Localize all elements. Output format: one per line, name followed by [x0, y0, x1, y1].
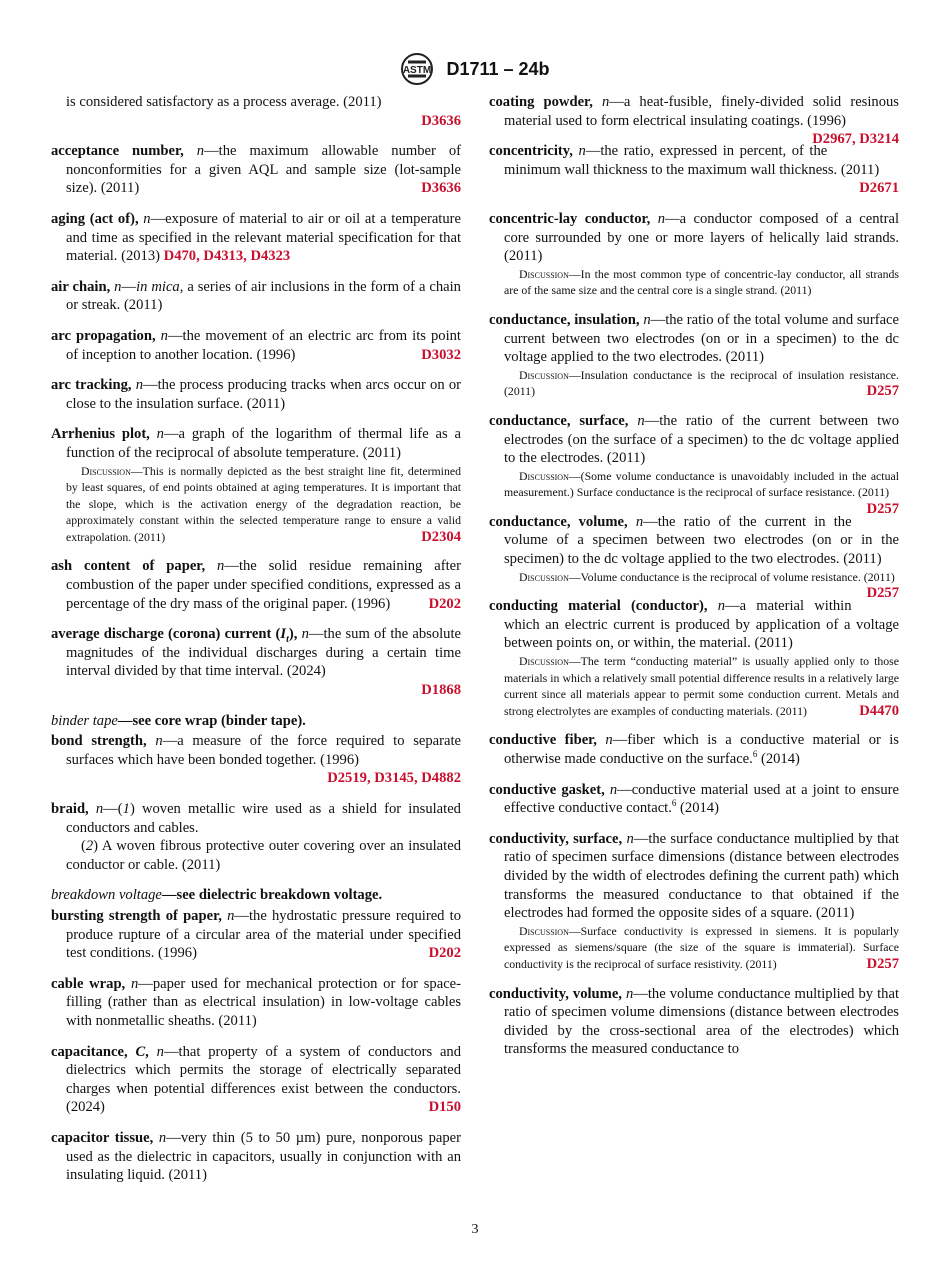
standard-reference-link[interactable]: D1868	[421, 682, 461, 699]
standard-reference-link[interactable]: D2671	[859, 180, 899, 197]
term: binder tape	[51, 712, 118, 729]
definition-text: ) woven metallic wire used as a shield for insulated conductors and cables.	[66, 801, 461, 836]
discussion-note	[489, 923, 899, 973]
part-of-speech: n	[158, 1129, 167, 1146]
definition-text: —that property of a system of conductors and dielectrics which permits the storage of electrically separated charges when potential differences exist between the conductors. (2024)	[66, 1043, 462, 1116]
part-of-speech: n	[156, 1043, 164, 1060]
definition-text: is considered satisfactory as a process average. (2011)	[66, 94, 382, 110]
standard-reference-link[interactable]: D3032	[421, 346, 461, 363]
definition-text: —the hydrostatic pressure required to produce rupture of a circular area of the material under specified test conditions. (1996)	[66, 907, 462, 962]
definition-text: —a graph of the logarithm of thermal life as a function of the reciprocal of absolute temperature. (2011)	[66, 426, 461, 461]
part-of-speech: n	[717, 598, 726, 615]
standard-reference-link[interactable]: D257	[866, 585, 899, 602]
part-of-speech: n	[301, 626, 309, 643]
discussion-label: Discussion	[519, 923, 569, 938]
term-part: ,	[145, 1043, 149, 1060]
part-of-speech: n	[626, 830, 634, 847]
discussion-note	[489, 468, 899, 517]
part-of-speech: n	[578, 143, 586, 160]
definition-text: —the sum of the absolute magnitudes of the individual discharges during a certain time interval divided by that time interval. (2024)	[66, 626, 461, 680]
page-number: 3	[471, 1222, 479, 1237]
standard-reference-link[interactable]: D4313	[203, 248, 244, 265]
discussion-text: —Surface conductivity is expressed in siemens. It is popularly expressed as siemens/square (the size of the square is immaterial). Surface conductivity is the reciprocal of surface resistivity. (2011)	[504, 923, 899, 971]
term: conductance, insulation,	[489, 311, 640, 328]
part-of-speech: n	[196, 143, 205, 160]
see-label: —see	[117, 712, 152, 729]
term-symbol: C	[135, 1043, 146, 1060]
part-of-speech: n	[143, 210, 151, 227]
definition-entry	[51, 1043, 461, 1117]
term-part: ),	[288, 626, 298, 643]
part-of-speech: n	[217, 558, 225, 575]
definition-entry	[51, 1129, 461, 1185]
field-label: in mica	[136, 278, 180, 295]
standard-reference-link[interactable]: D202	[428, 945, 461, 962]
term: conductive gasket,	[489, 781, 605, 798]
standard-reference-link[interactable]: D2967	[812, 131, 852, 148]
discussion-label: Discussion	[81, 463, 131, 478]
term: arc propagation,	[51, 327, 156, 344]
definition-text: —the ratio, expressed in percent, of the minimum wall thickness to the maximum wall thickness. (2011)	[504, 143, 880, 178]
svg-text:ASTM: ASTM	[403, 65, 432, 76]
definition-entry	[51, 557, 461, 613]
part-of-speech: n	[601, 94, 610, 110]
standard-reference-link[interactable]: D3214	[859, 131, 899, 148]
definition-text: —the surface conductance multiplied by that ratio of specimen surface dimensions (distance between electrodes divided by the width of electrodes defining the current path) which transforms the measured conductance to that obtained if the electrodes had formed the opposite sides of a square. (2011)	[504, 830, 899, 922]
see-target[interactable]: core wrap (binder tape).	[154, 712, 306, 729]
definition-text: —the maximum allowable number of nonconformities for a given AQL and sample size (lot-sample size). (2011)	[66, 143, 461, 197]
discussion-note	[51, 463, 461, 546]
discussion-note	[489, 569, 899, 602]
definition-text: —the ratio of the total volume and surface current between two electrodes (on or in a specimen) to the dc voltage applied to the two electrodes. (2011)	[504, 311, 900, 366]
definition-entry	[51, 425, 461, 545]
definition-entry	[51, 907, 461, 963]
term-symbol: I	[280, 626, 287, 643]
definition-entry	[489, 93, 899, 148]
discussion-label: Discussion	[519, 367, 569, 382]
discussion-note	[489, 367, 899, 400]
dash: —(	[103, 801, 123, 817]
part-of-speech: n	[643, 311, 651, 328]
term: ash content of paper,	[51, 558, 206, 575]
definition-entry	[489, 210, 899, 299]
definition-entry	[51, 278, 461, 315]
definition-entry	[51, 327, 461, 364]
discussion-text: —Volume conductance is the reciprocal of volume resistance. (2011)	[568, 569, 895, 584]
definition-text: —the volume conductance multiplied by that ratio of specimen volume dimensions (distance between electrodes divided by the cross-sectional area of the electrodes) which transforms the measured conductance to	[504, 985, 900, 1058]
discussion-note	[489, 266, 899, 299]
part-of-speech: n	[605, 732, 613, 749]
definition-text: —a heat-fusible, finely-divided solid resinous material used to form electrical insulating coatings. (1996)	[504, 94, 899, 129]
part-of-speech: n	[135, 377, 144, 394]
definition-text: —exposure of material to air or oil at a temperature and time as specified in the relevant material specification for that material. (2013)	[66, 210, 461, 265]
year: (2014)	[676, 800, 719, 817]
discussion-label: Discussion	[519, 569, 569, 584]
part-of-speech: n	[155, 733, 163, 750]
definition-text: —a material within which an electric current is produced by application of a voltage between points on, or within, the material. (2011)	[504, 598, 899, 652]
sense-number: 2	[85, 838, 94, 855]
part-of-speech: n	[227, 907, 235, 924]
definition-text: —the solid residue remaining after combustion of the paper under specified conditions, expressed as a percentage of the dry mass of the original paper. (1996)	[66, 558, 461, 612]
part-of-speech: n	[635, 513, 644, 530]
part-of-speech: n	[657, 210, 666, 227]
definition-text: , a series of air inclusions in the form of a chain or streak. (2011)	[66, 278, 461, 314]
term: aging (act of),	[51, 210, 139, 227]
standard-reference-link[interactable]: D202	[428, 595, 461, 612]
term: acceptance number,	[51, 143, 184, 160]
definition-entry	[51, 625, 461, 699]
term: conductance, surface,	[489, 412, 629, 429]
see-target[interactable]: dielectric breakdown voltage.	[198, 887, 383, 904]
discussion-text: —The term “conducting material” is usually applied only to those materials in which a relatively small potential difference results in a relatively large current since all materials appear to permit some conduction current. Metals and strong electrolytes are examples of conducting materials. (2011)	[504, 654, 899, 718]
discussion-text: —(Some volume conductance is unavoidably included in the actual measurement.) Surface conductance is the reciprocal of surface resistance. (2011)	[504, 468, 899, 500]
part-of-speech: n	[637, 412, 645, 429]
dash: —	[121, 278, 137, 295]
discussion-text: —Insulation conductance is the reciprocal of insulation resistance. (2011)	[504, 367, 899, 399]
standard-reference-link[interactable]: D4882	[421, 770, 461, 787]
term: conductance, volume,	[489, 513, 628, 530]
standard-reference-link[interactable]: D257	[866, 500, 899, 517]
term: air chain,	[51, 278, 111, 295]
standard-reference-link[interactable]: D2519	[327, 770, 367, 787]
see-label: —see	[161, 887, 196, 904]
part-of-speech: n	[114, 278, 122, 295]
standard-reference-link[interactable]: D4470	[859, 702, 899, 719]
definition-text: ) A woven fibrous protective outer covering over an insulated conductor or cable. (2011)	[66, 838, 461, 873]
definition-text: —very thin (5 to 50 µm) pure, nonporous paper used as the dielectric in capacitors, usually in conjunction with an insulating liquid. (2011)	[66, 1129, 461, 1184]
part-of-speech: n	[130, 975, 139, 992]
definition-text: —fiber which is a conductive material or is otherwise made conductive on the surface.	[504, 732, 899, 767]
part-of-speech: n	[160, 327, 168, 344]
term-subscript: t	[286, 634, 289, 646]
term	[51, 626, 298, 646]
term: arc tracking,	[51, 377, 132, 394]
definition-text: —a measure of the force required to separate surfaces which have been bonded together. (1996)	[66, 733, 461, 768]
term: coating powder,	[489, 94, 593, 110]
part-of-speech: n	[609, 781, 618, 798]
term: capacitor tissue,	[51, 1129, 154, 1146]
standard-reference-link[interactable]: D257	[866, 955, 899, 972]
document-id: D1711 – 24b	[446, 58, 550, 79]
term: concentric-lay conductor,	[489, 210, 651, 227]
standard-reference-link[interactable]: D257	[866, 383, 899, 400]
discussion-text: —This is normally depicted as the best straight line fit, determined by least squares, of end points obtained at aging temperatures. It is important that the slope, which is the activation energy of the degradation reaction, be approximately constant within the selected temperature range to ensure a valid extrapolation. (2011)	[66, 463, 461, 544]
cross-reference-entry	[51, 886, 461, 905]
term: conductivity, volume,	[489, 985, 622, 1002]
definition-text: —the movement of an electric arc from its point of inception to another location. (1996)	[66, 327, 461, 363]
discussion-note	[489, 653, 899, 719]
standard-reference-link[interactable]: D470	[163, 248, 197, 265]
discussion-label: Discussion	[519, 468, 569, 483]
standard-reference-link[interactable]: D3636	[421, 112, 461, 129]
discussion-label: Discussion	[519, 654, 569, 669]
definition-entry	[489, 513, 899, 602]
standard-reference-link[interactable]: D3636	[421, 180, 461, 197]
definition-text: —the ratio of the current in the volume of a specimen between two electrodes (on or in the specimen) to the dc voltage applied to the two electrodes. (2011)	[504, 513, 899, 568]
part-of-speech: n	[156, 426, 164, 443]
term: conductivity, surface,	[489, 830, 623, 847]
term: Arrhenius plot,	[51, 426, 150, 443]
standard-reference-link[interactable]: D150	[428, 1099, 461, 1116]
definition-entry	[489, 412, 899, 517]
part-of-speech: n	[95, 801, 104, 817]
term: bursting strength of paper,	[51, 907, 222, 924]
term: conductive fiber,	[489, 732, 597, 749]
right-column	[489, 93, 899, 1071]
definition-entry	[489, 311, 899, 400]
definition-text: —paper used for mechanical protection or for space-filling (rather than as electrical insulation) in low-voltage cables with nonmetallic sheaths. (2011)	[66, 975, 462, 1029]
definition-entry	[489, 781, 899, 818]
reference-separator: ,	[243, 248, 251, 265]
definition-entry	[489, 830, 899, 973]
discussion-label: Discussion	[519, 266, 569, 281]
sense-number: 1	[122, 801, 130, 817]
term: braid,	[51, 801, 89, 817]
standard-reference-link[interactable]: D2304	[421, 528, 461, 545]
term: bond strength,	[51, 733, 147, 750]
standard-reference-link[interactable]: D4323	[250, 248, 291, 265]
definition-entry	[51, 376, 461, 413]
page-header	[0, 52, 950, 86]
term-part: average discharge (corona) current (	[51, 626, 281, 643]
definition-entry	[51, 210, 461, 266]
definition-text: —the ratio of the current between two electrodes (on the surface of a specimen) to the dc voltage applied to the electrodes. (2011)	[504, 412, 899, 467]
reference-separator: ,	[196, 248, 204, 265]
footnote-marker[interactable]: 6	[671, 798, 677, 809]
term: capacitance,	[51, 1043, 128, 1060]
left-column	[51, 93, 461, 1197]
paren: (	[81, 838, 86, 855]
definition-entry	[489, 597, 899, 719]
definition-entry	[51, 732, 461, 788]
definition-entry	[489, 731, 899, 768]
standard-reference-link[interactable]: D3145	[374, 770, 414, 787]
term: concentricity,	[489, 143, 573, 160]
reference-separator: ,	[413, 770, 422, 787]
definition-entry	[51, 800, 461, 874]
footnote-marker[interactable]: 6	[752, 749, 758, 760]
definition-entry	[51, 975, 461, 1031]
reference-separator: ,	[851, 131, 860, 148]
discussion-text: —In the most common type of concentric-lay conductor, all strands are of the same size and the central core is a single strand. (2011)	[504, 266, 899, 298]
term: conducting material (conductor),	[489, 598, 708, 615]
definition-text: —conductive material used at a joint to ensure effective conductive contact.	[504, 781, 899, 817]
astm-logo-icon	[400, 52, 434, 86]
term: cable wrap,	[51, 975, 126, 992]
term: breakdown voltage	[51, 887, 162, 904]
definition-entry	[489, 985, 899, 1059]
year: (2014)	[757, 751, 800, 767]
definition-entry	[51, 93, 461, 130]
definition-text: —the process producing tracks when arcs occur on or close to the insulation surface. (2011)	[66, 377, 461, 412]
definition-text: —a conductor composed of a central core surrounded by one or more layers of helically laid strands. (2011)	[504, 210, 899, 265]
cross-reference-entry	[51, 712, 461, 731]
reference-separator: ,	[366, 770, 375, 787]
definition-entry	[489, 142, 899, 198]
part-of-speech: n	[625, 985, 634, 1002]
definition-entry	[51, 142, 461, 198]
